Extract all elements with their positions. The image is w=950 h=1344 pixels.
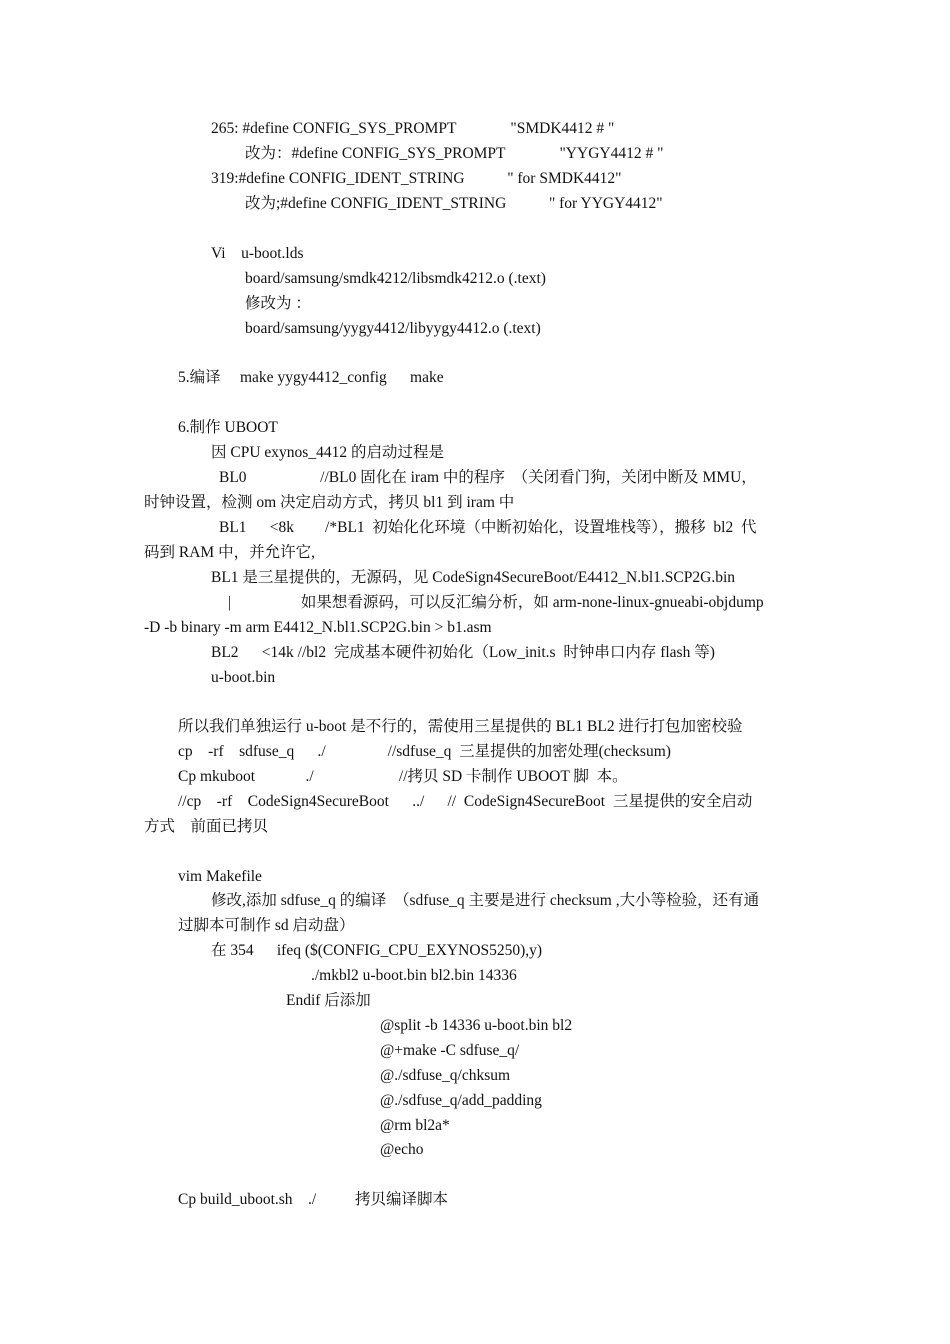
- text-line: Vi u-boot.lds: [211, 245, 304, 262]
- text-line: ./mkbl2 u-boot.bin bl2.bin 14336: [311, 967, 517, 984]
- text-line: 修改为 ：: [245, 295, 311, 312]
- text-line: 因 CPU exynos_4412 的启动过程是: [211, 444, 444, 461]
- text-line: | 如果想看源码，可以反汇编分析，如 arm-none-linux-gnueabi-objdump: [228, 594, 764, 611]
- text-line: u-boot.bin: [211, 669, 276, 686]
- text-line: 319:#define CONFIG_IDENT_STRING " for SMDK4412": [211, 170, 622, 187]
- text-line: cp -rf sdfuse_q ./ //sdfuse_q 三星提供的加密处理(checksum): [178, 743, 671, 760]
- text-line: Endif 后添加: [286, 992, 371, 1009]
- text-line: BL0 //BL0 固化在 iram 中的程序 （关闭看门狗，关闭中断及 MMU，: [219, 469, 757, 486]
- text-line: 码到 RAM 中，并允许它,: [144, 544, 315, 561]
- text-line: //cp -rf CodeSign4SecureBoot ../ // CodeSign4SecureBoot 三星提供的安全启动: [178, 793, 753, 810]
- text-line: 改为;#define CONFIG_IDENT_STRING " for YYGY4412": [245, 195, 663, 212]
- text-line: BL2 <14k //bl2 完成基本硬件初始化（Low_init.s 时钟串口内存 flash 等): [211, 644, 715, 661]
- text-line: 6.制作 UBOOT: [178, 419, 278, 436]
- text-line: @+make -C sdfuse_q/: [380, 1042, 520, 1059]
- text-line: 改为：#define CONFIG_SYS_PROMPT "YYGY4412 # ": [245, 145, 664, 162]
- text-line: @rm bl2a*: [380, 1117, 450, 1134]
- text-line: Cp mkuboot ./ //拷贝 SD 卡制作 UBOOT 脚 本。: [178, 768, 628, 785]
- text-line: 方式 前面已拷贝: [144, 818, 269, 835]
- text-line: 所以我们单独运行 u-boot 是不行的，需使用三星提供的 BL1 BL2 进行打包加密校验: [178, 718, 743, 735]
- text-line: 过脚本可制作 sd 启动盘）: [178, 917, 355, 934]
- text-line: board/samsung/yygy4412/libyygy4412.o (.text): [245, 320, 541, 337]
- text-line: 265: #define CONFIG_SYS_PROMPT "SMDK4412 # ": [211, 120, 615, 137]
- text-line: board/samsung/smdk4212/libsmdk4212.o (.text): [245, 270, 546, 287]
- text-line: BL1 <8k /*BL1 初始化化环境（中断初始化，设置堆栈等），搬移 bl2 代: [219, 519, 757, 536]
- text-line: 在 354 ifeq ($(CONFIG_CPU_EXYNOS5250),y): [211, 942, 543, 959]
- text-line: 5.编译 make yygy4412_config make: [178, 369, 444, 386]
- text-line: @split -b 14336 u-boot.bin bl2: [380, 1017, 573, 1034]
- text-line: Cp build_uboot.sh ./ 拷贝编译脚本: [178, 1191, 448, 1208]
- text-line: @./sdfuse_q/chksum: [380, 1067, 511, 1084]
- text-line: @echo: [380, 1141, 424, 1158]
- text-line: BL1 是三星提供的，无源码，见 CodeSign4SecureBoot/E4412_N.bl1.SCP2G.bin: [211, 569, 735, 586]
- text-line: @./sdfuse_q/add_padding: [380, 1092, 542, 1109]
- text-line: vim Makefile: [178, 868, 262, 885]
- text-line: 修改,添加 sdfuse_q 的编译 （sdfuse_q 主要是进行 checksum ,大小等检验，还有通: [211, 892, 760, 909]
- text-line: 时钟设置，检测 om 决定启动方式，拷贝 bl1 到 iram 中: [144, 494, 515, 511]
- text-line: -D -b binary -m arm E4412_N.bl1.SCP2G.bin > b1.asm: [144, 619, 492, 636]
